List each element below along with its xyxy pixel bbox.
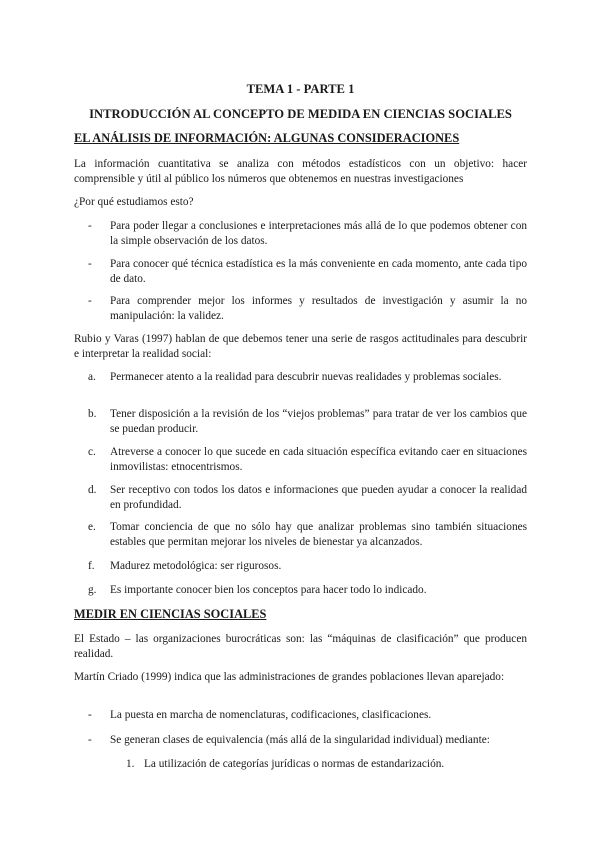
list-bullet: - <box>88 295 92 307</box>
section-heading-medir: MEDIR EN CIENCIAS SOCIALES <box>74 607 267 621</box>
list-item-text: Es importante conocer bien los conceptos para hacer todo lo indicado. <box>110 584 427 596</box>
list-item-text: Tomar conciencia de que no sólo hay que analizar problemas sino también situaciones estables que permitan mejorar los niveles de bienestar ya alcanzados. <box>110 521 527 548</box>
list-item-text: Para conocer qué técnica estadística es la más conveniente en cada momento, ante cada tipo de dato. <box>110 258 527 285</box>
list-item-text: Tener disposición a la revisión de los “viejos problemas” para tratar de ver los cambios que se puedan producir. <box>110 408 527 435</box>
list-letter: e. <box>88 521 96 533</box>
list-item-text: Madurez metodológica: ser rigurosos. <box>110 560 282 572</box>
section-heading-analisis: EL ANÁLISIS DE INFORMACIÓN: ALGUNAS CONSIDERACIONES <box>74 131 460 145</box>
list-number: 1. <box>126 758 135 770</box>
list-letter: b. <box>88 408 97 420</box>
list-bullet: - <box>88 709 92 721</box>
list-item-text: Se generan clases de equivalencia (más allá de la singularidad individual) mediante: <box>110 734 490 746</box>
list-item-text: Ser receptivo con todos los datos e informaciones que pueden ayudar a conocer la realidad en profundidad. <box>110 484 527 511</box>
list-item-text: Atreverse a conocer lo que sucede en cada situación específica evitando caer en situaciones inmovilistas: etnocentrismos. <box>110 446 527 473</box>
list-letter: f. <box>88 560 95 572</box>
list-bullet: - <box>88 220 92 232</box>
document-subtitle: INTRODUCCIÓN AL CONCEPTO DE MEDIDA EN CIENCIAS SOCIALES <box>89 107 512 121</box>
paragraph-intro: La información cuantitativa se analiza con métodos estadísticos con un objetivo: hacer comprensible y útil al público los números que obtenemos en nuestras investigaciones <box>74 158 527 185</box>
list-item-text: Para poder llegar a conclusiones e interpretaciones más allá de lo que podemos obtener con la simple observación de los datos. <box>110 220 527 247</box>
list-item-text: Para comprender mejor los informes y resultados de investigación y asumir la no manipulación: la validez. <box>110 295 527 322</box>
paragraph-question: ¿Por qué estudiamos esto? <box>74 196 194 208</box>
paragraph-rubio-varas: Rubio y Varas (1997) hablan de que debemos tener una serie de rasgos actitudinales para descubrir e interpretar la realidad social: <box>74 333 527 360</box>
list-item-text: La puesta en marcha de nomenclaturas, codificaciones, clasificaciones. <box>110 709 432 721</box>
list-letter: g. <box>88 584 97 596</box>
list-letter: c. <box>88 446 96 458</box>
list-bullet: - <box>88 258 92 270</box>
list-item-text: Permanecer atento a la realidad para descubrir nuevas realidades y problemas sociales. <box>110 371 502 383</box>
document-title: TEMA 1 - PARTE 1 <box>246 82 355 96</box>
list-letter: a. <box>88 371 96 383</box>
paragraph-estado: El Estado – las organizaciones burocráticas son: las “máquinas de clasificación” que producen realidad. <box>74 633 527 660</box>
list-letter: d. <box>88 484 97 496</box>
list-bullet: - <box>88 734 92 746</box>
list-item-text: La utilización de categorías jurídicas o normas de estandarización. <box>144 758 445 770</box>
paragraph-martin-criado: Martín Criado (1999) indica que las administraciones de grandes poblaciones llevan aparejado: <box>74 671 505 683</box>
